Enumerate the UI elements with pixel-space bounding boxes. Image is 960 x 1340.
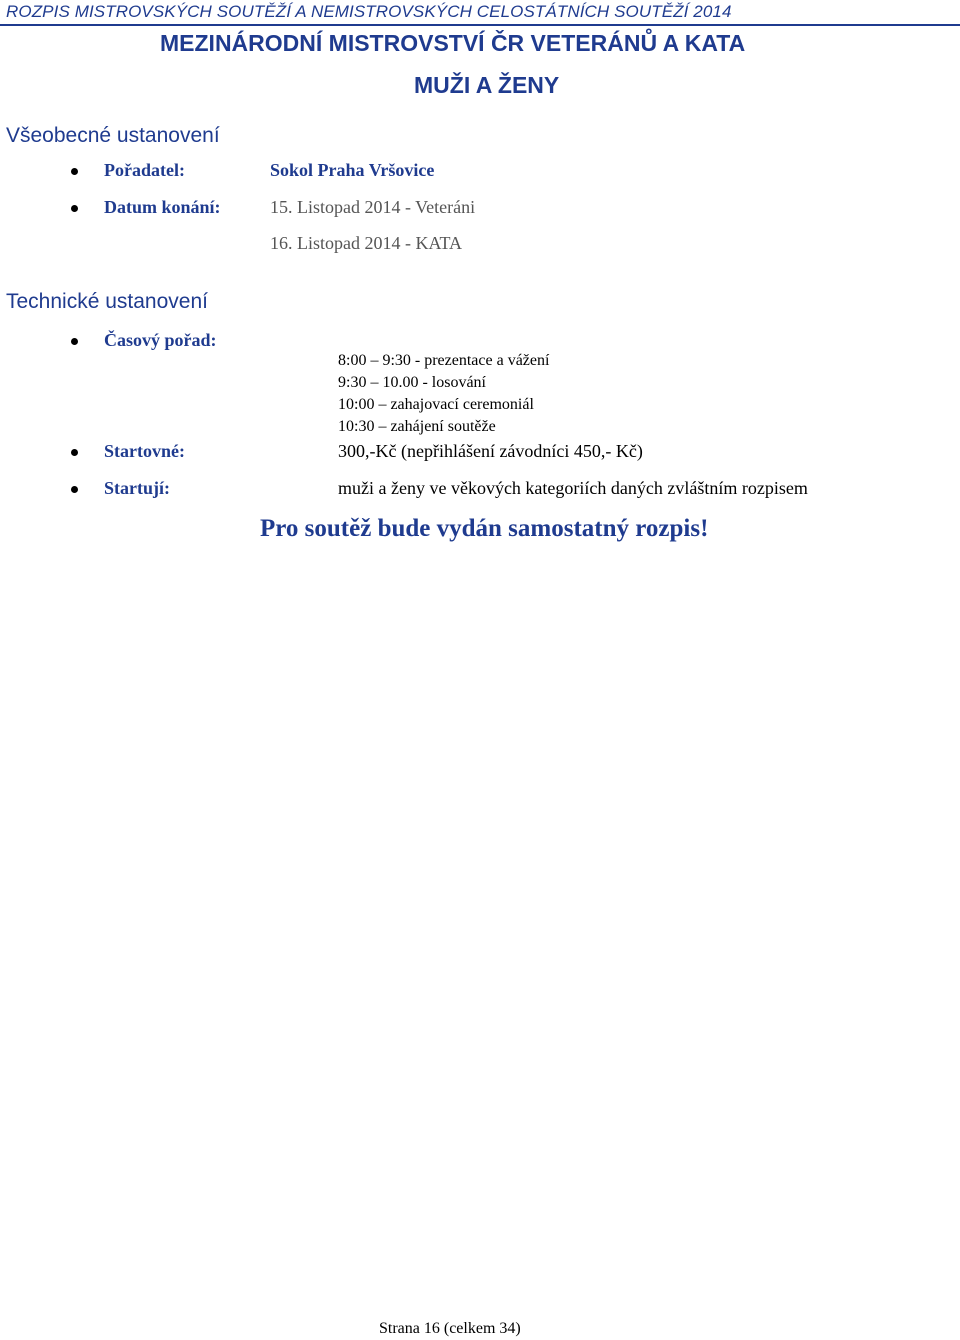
bullet-icon — [71, 338, 78, 345]
section-heading-technical: Technické ustanovení — [6, 290, 208, 313]
bullet-icon — [71, 168, 78, 175]
header-rule — [0, 24, 960, 26]
separate-schedule-note: Pro soutěž bude vydán samostatný rozpis! — [260, 515, 709, 542]
running-header: ROZPIS MISTROVSKÝCH SOUTĚŽÍ A NEMISTROVSKÝCH CELOSTÁTNÍCH SOUTĚŽÍ 2014 — [6, 2, 732, 21]
date-value-veterans: 15. Listopad 2014 - Veteráni — [270, 197, 476, 217]
date-label: Datum konání: — [104, 197, 221, 217]
page-subtitle: MUŽI A ŽENY — [414, 72, 560, 98]
bullet-icon — [71, 449, 78, 456]
schedule-item: 9:30 – 10.00 - losování — [338, 374, 486, 391]
fee-label: Startovné: — [104, 441, 185, 461]
bullet-icon — [71, 205, 78, 212]
fee-value: 300,-Kč (nepřihlášení závodníci 450,- Kč) — [338, 441, 643, 461]
schedule-item: 10:30 – zahájení soutěže — [338, 418, 496, 435]
schedule-item: 8:00 – 9:30 - prezentace a vážení — [338, 352, 550, 369]
participants-value: muži a ženy ve věkových kategoriích daných zvláštním rozpisem — [338, 478, 808, 498]
schedule-label: Časový pořad: — [104, 330, 217, 350]
participants-label: Startují: — [104, 478, 170, 498]
organizer-label: Pořadatel: — [104, 160, 185, 180]
schedule-item: 10:00 – zahajovací ceremoniál — [338, 396, 534, 413]
page-title: MEZINÁRODNÍ MISTROVSTVÍ ČR VETERÁNŮ A KATA — [160, 30, 746, 56]
date-value-kata: 16. Listopad 2014 - KATA — [270, 233, 463, 253]
organizer-value: Sokol Praha Vršovice — [270, 160, 435, 180]
bullet-icon — [71, 486, 78, 493]
page-footer: Strana 16 (celkem 34) — [379, 1320, 521, 1337]
section-heading-general: Všeobecné ustanovení — [6, 124, 220, 147]
